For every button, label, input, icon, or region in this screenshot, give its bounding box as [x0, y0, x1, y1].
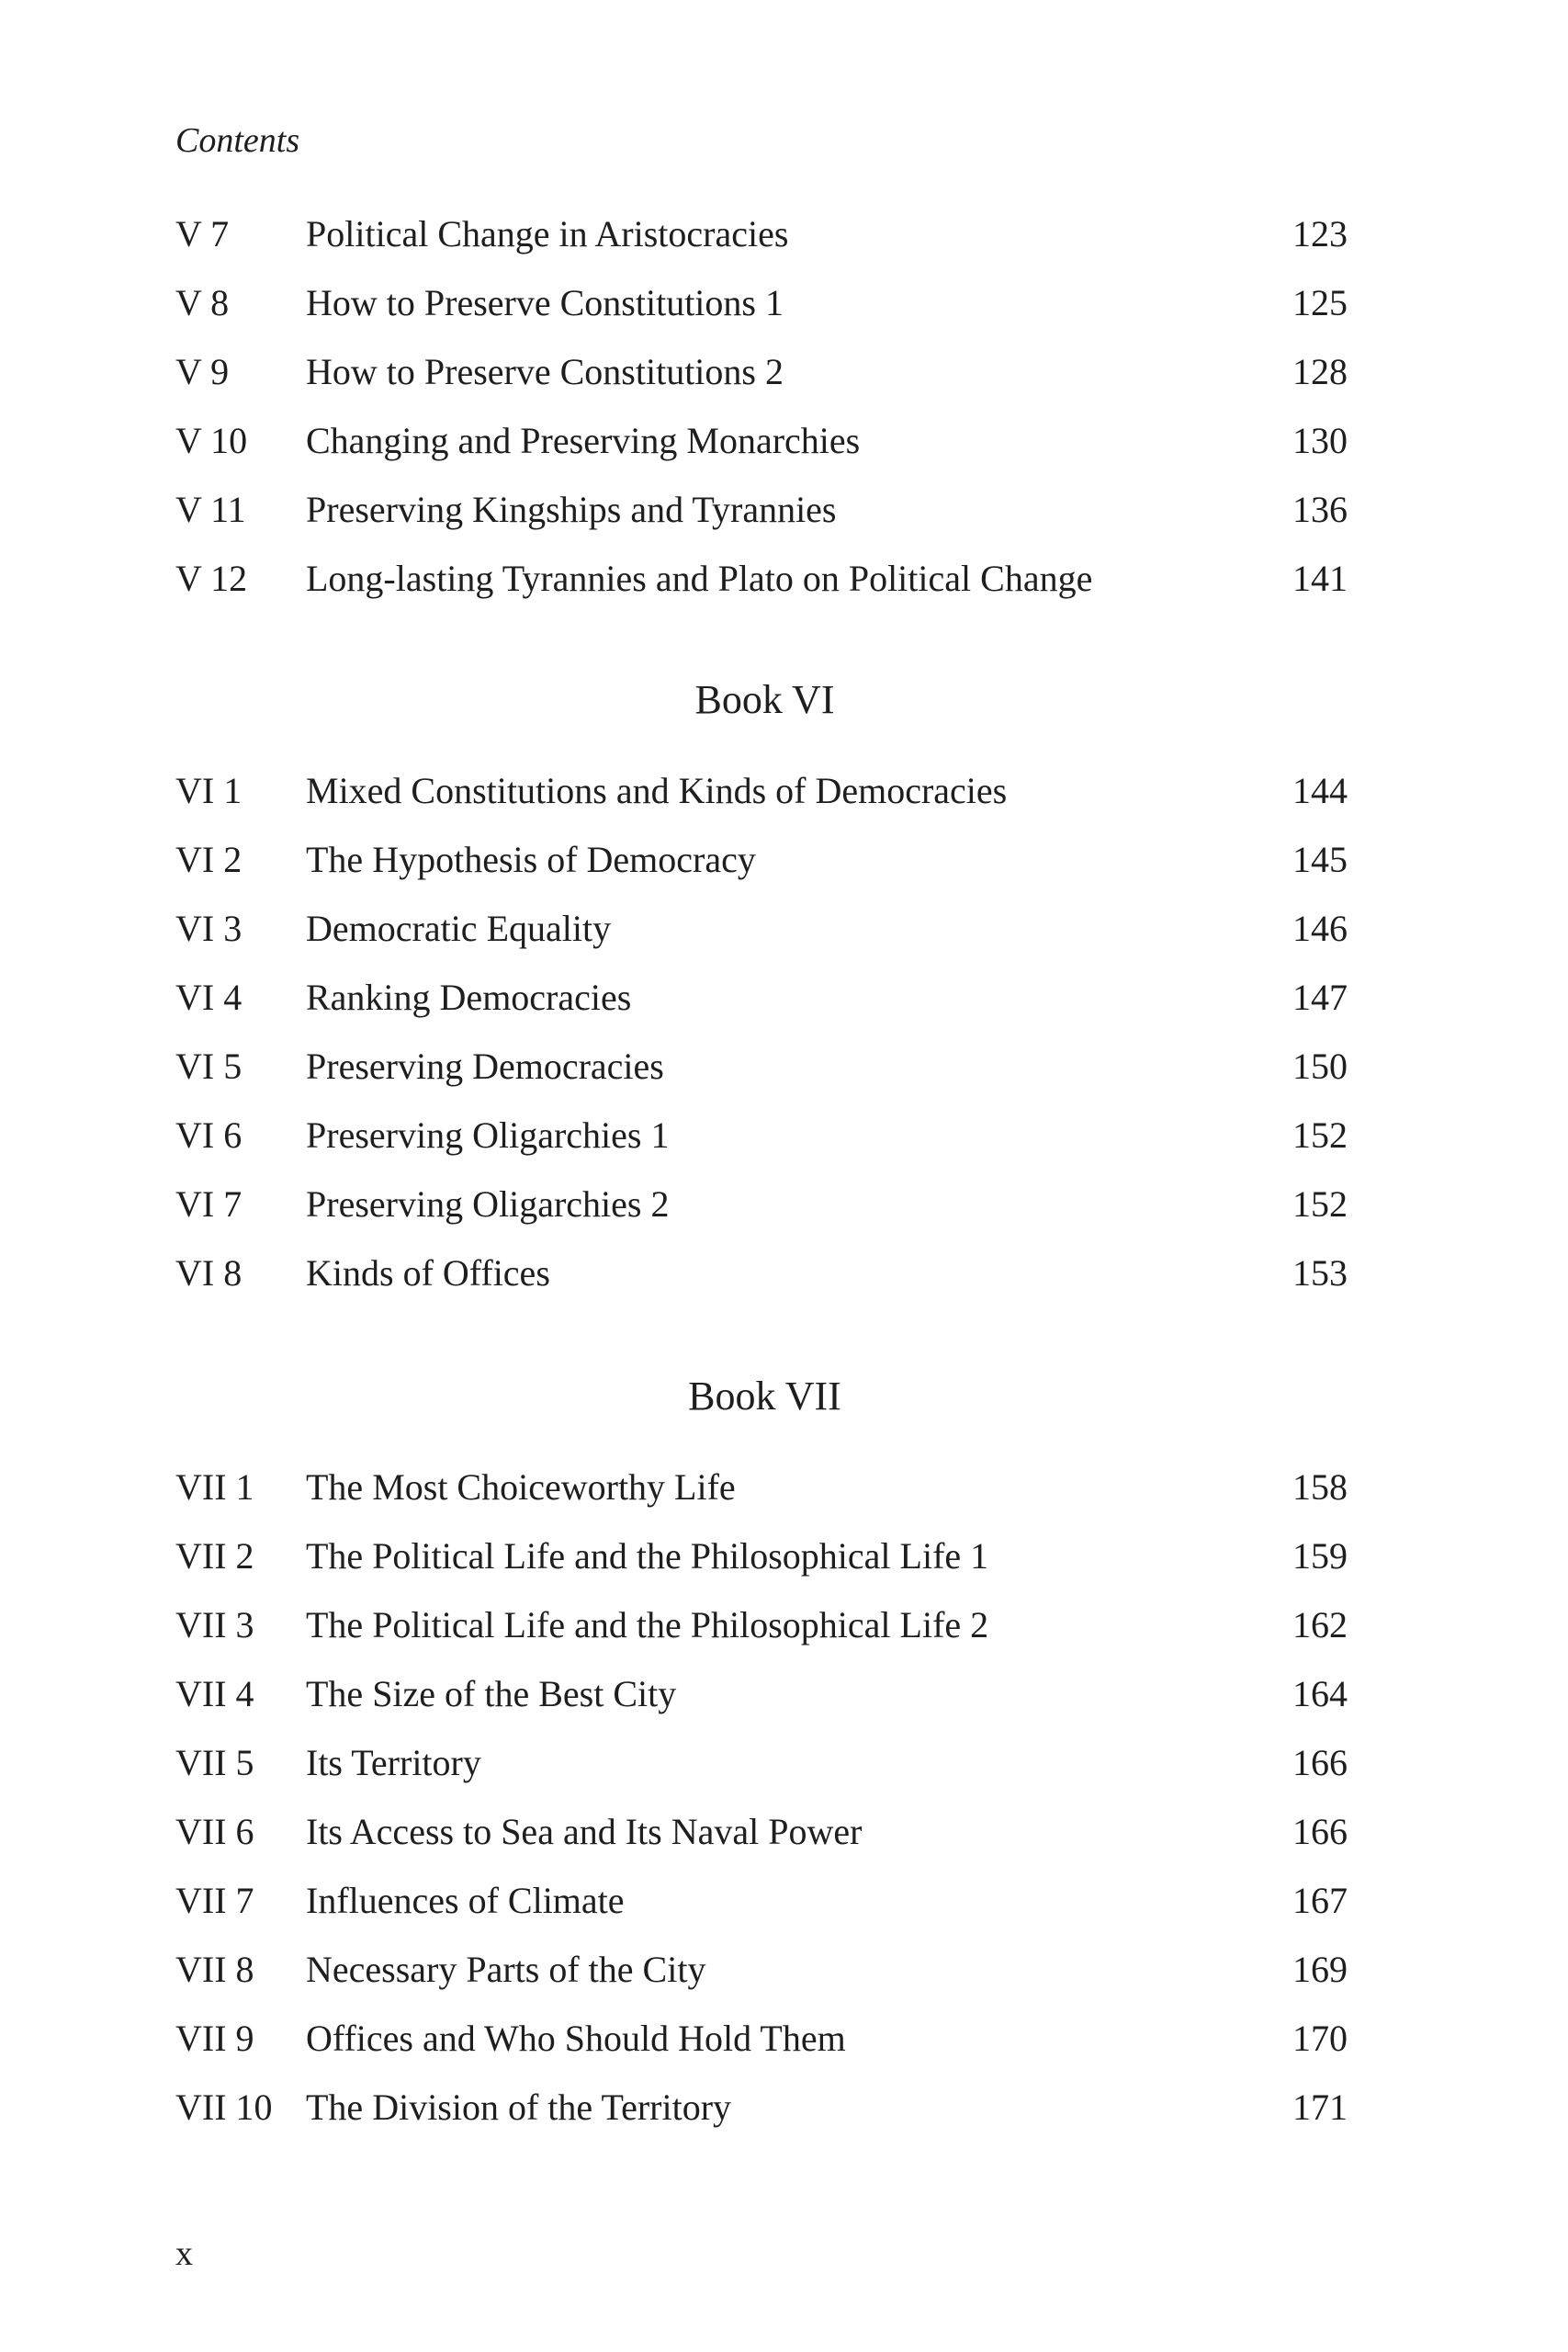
toc-entry-title: Political Change in Aristocracies [306, 213, 789, 254]
toc-entry-number: VII 10 [175, 2086, 273, 2128]
toc-entry-title: Influences of Climate [306, 1880, 625, 1921]
toc-entry [0, 2004, 1568, 2073]
toc-entry [0, 1453, 1568, 1521]
toc-entry-number: V 7 [175, 213, 230, 254]
toc-entry-title: Long-lasting Tyrannies and Plato on Political Change [306, 558, 1093, 599]
toc-entry-page: 164 [1292, 1673, 1348, 1714]
toc-entry-number: VII 9 [175, 2018, 254, 2059]
toc-entry-title: Changing and Preserving Monarchies [306, 420, 861, 461]
toc-entry-page: 158 [1292, 1466, 1348, 1508]
toc-entry-page: 125 [1292, 282, 1348, 323]
toc-entry-title: Mixed Constitutions and Kinds of Democracies [306, 770, 1008, 811]
toc-entry-page: 150 [1292, 1046, 1348, 1087]
toc-entry [0, 475, 1568, 544]
toc-entry-title: The Hypothesis of Democracy [306, 839, 756, 880]
toc-entry-number: V 8 [175, 282, 230, 323]
toc-entry-page: 166 [1292, 1742, 1348, 1783]
toc-entry-title: The Division of the Territory [306, 2086, 732, 2128]
toc-entry [0, 756, 1568, 825]
toc-entry-title: The Size of the Best City [306, 1673, 677, 1714]
toc-entry-number: V 12 [175, 558, 248, 599]
toc-entry-page: 159 [1292, 1535, 1348, 1577]
toc-entry-page: 146 [1292, 908, 1348, 949]
toc-entry-title: Offices and Who Should Hold Them [306, 2018, 846, 2059]
toc-entry [0, 1797, 1568, 1866]
book-heading: Book VI [694, 677, 835, 722]
toc-entry-page: 170 [1292, 2018, 1348, 2059]
toc-entry-number: VI 5 [175, 1046, 243, 1087]
toc-entry-title: Ranking Democracies [306, 977, 632, 1018]
toc-entry-number: VII 7 [175, 1880, 254, 1921]
toc-entry [0, 2073, 1568, 2142]
toc-entry-number: VI 6 [175, 1114, 243, 1156]
toc-entry [0, 1238, 1568, 1307]
toc-entry-number: VII 5 [175, 1742, 254, 1783]
toc-entry [0, 1728, 1568, 1797]
toc-entry-number: VII 2 [175, 1535, 254, 1577]
toc-entry-title: Preserving Kingships and Tyrannies [306, 489, 837, 530]
toc-entry-page: 144 [1292, 770, 1348, 811]
toc-entry-number: V 9 [175, 351, 230, 392]
toc-entry-number: VI 4 [175, 977, 243, 1018]
toc-entry [0, 894, 1568, 963]
toc-entry-title: The Political Life and the Philosophical Life 2 [306, 1604, 989, 1645]
toc-entry [0, 406, 1568, 475]
toc-entry [0, 1521, 1568, 1590]
toc-entry-number: VI 3 [175, 908, 243, 949]
toc-entry-number: VI 7 [175, 1183, 243, 1225]
toc-entry [0, 199, 1568, 268]
toc-entry-page: 152 [1292, 1183, 1348, 1225]
toc-entry-title: How to Preserve Constitutions 2 [306, 351, 784, 392]
toc-entry [0, 544, 1568, 613]
toc-entry-title: Preserving Oligarchies 1 [306, 1114, 670, 1156]
toc-entry-page: 171 [1292, 2086, 1348, 2128]
toc-entry [0, 337, 1568, 406]
toc-entry-number: VII 4 [175, 1673, 254, 1714]
toc-entry-number: VII 1 [175, 1466, 254, 1508]
toc-entry-page: 167 [1292, 1880, 1348, 1921]
toc-entry-title: The Political Life and the Philosophical Life 1 [306, 1535, 989, 1577]
toc-entry-number: V 11 [175, 489, 246, 530]
toc-entry [0, 963, 1568, 1032]
toc-entry-number: VII 8 [175, 1949, 254, 1990]
toc-entry-page: 147 [1292, 977, 1348, 1018]
toc-entry-page: 153 [1292, 1252, 1348, 1294]
toc-entry-number: V 10 [175, 420, 248, 461]
toc-entry-title: Preserving Democracies [306, 1046, 664, 1087]
toc-entry-page: 169 [1292, 1949, 1348, 1990]
toc-entry-page: 136 [1292, 489, 1348, 530]
toc-entry [0, 1935, 1568, 2004]
toc-entry-title: The Most Choiceworthy Life [306, 1466, 736, 1508]
toc-entry-title: Preserving Oligarchies 2 [306, 1183, 670, 1225]
page-folio: x [175, 2234, 193, 2273]
toc-entry-title: Necessary Parts of the City [306, 1949, 706, 1990]
toc-entry [0, 1170, 1568, 1238]
toc-entry-title: Its Territory [306, 1742, 481, 1783]
toc-entry [0, 268, 1568, 337]
toc-entry-number: VI 8 [175, 1252, 243, 1294]
toc-entry-title: Its Access to Sea and Its Naval Power [306, 1811, 863, 1852]
toc-entry [0, 1866, 1568, 1935]
toc-entry [0, 1659, 1568, 1728]
toc-entry-title: Kinds of Offices [306, 1252, 550, 1294]
toc-entry-page: 123 [1292, 213, 1348, 254]
toc-entry-number: VII 6 [175, 1811, 254, 1852]
book-heading: Book VII [688, 1374, 841, 1419]
toc-entry [0, 1032, 1568, 1101]
toc-entry [0, 825, 1568, 894]
toc-entry-number: VI 1 [175, 770, 243, 811]
toc-entry [0, 1101, 1568, 1170]
toc-entry-number: VI 2 [175, 839, 243, 880]
toc-entry-page: 152 [1292, 1114, 1348, 1156]
toc-entry-title: How to Preserve Constitutions 1 [306, 282, 784, 323]
toc-entry-page: 162 [1292, 1604, 1348, 1645]
toc-entry-page: 130 [1292, 420, 1348, 461]
toc-entry-number: VII 3 [175, 1604, 254, 1645]
toc-entry [0, 1590, 1568, 1659]
toc-entry-page: 145 [1292, 839, 1348, 880]
running-head: Contents [175, 121, 300, 160]
toc-entry-title: Democratic Equality [306, 908, 612, 949]
toc-entry-page: 128 [1292, 351, 1348, 392]
toc-entry-page: 141 [1292, 558, 1348, 599]
toc-entry-page: 166 [1292, 1811, 1348, 1852]
